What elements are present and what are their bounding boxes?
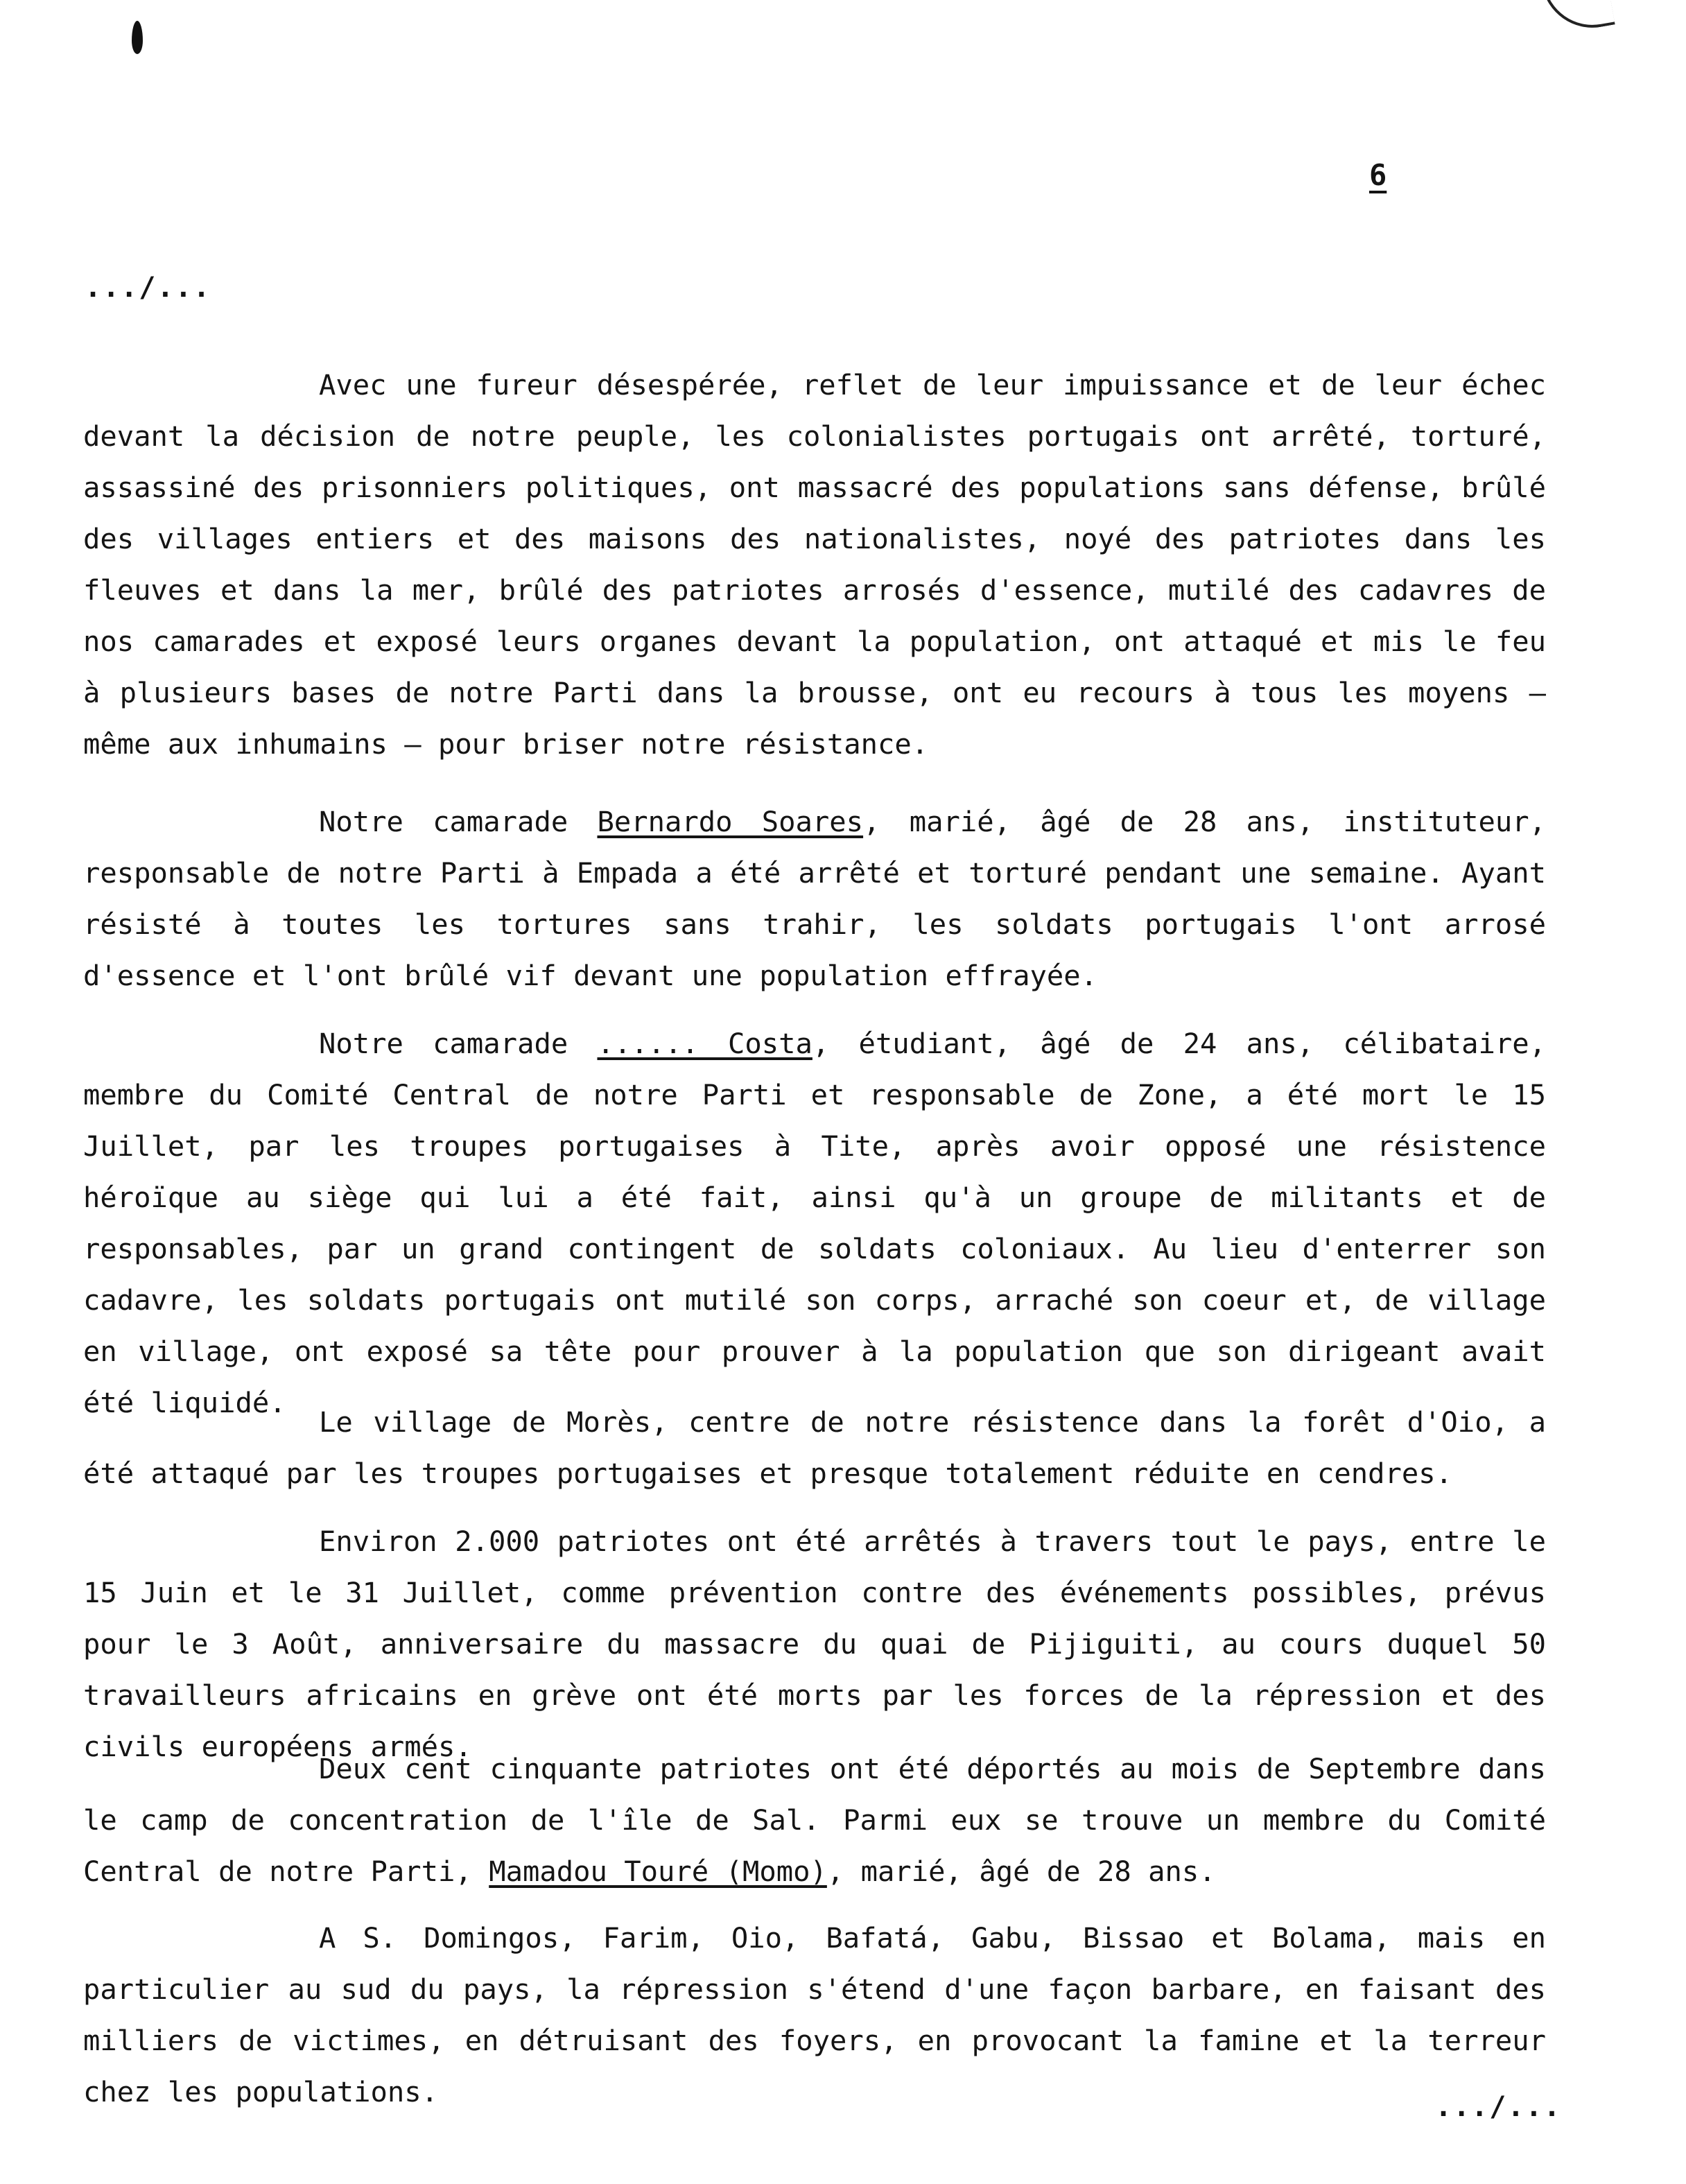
paragraph-text: , étudiant, âgé de 24 ans, célibataire, membre du Comité Central de notre Parti et responsable de Zone, a été mort le 15 Juillet, par les troupes portugaises à Tite, après avoir opposé une résistence héroïque au siège qui lui a été fait, ainsi qu'à un groupe de militants et de responsables, par un grand contingent de soldats coloniaux. Au lieu d'enterrer son cadavre, les soldats portugais ont mutilé son corps, arraché son coeur et, de village en village, ont exposé sa tête pour prouver à la population que son dirigeant avait été liquidé.: [83, 1027, 1546, 1419]
paragraph-repression-overview: Avec une fureur désespérée, reflet de leur impuissance et de leur échec devant la décision de notre peuple, les colonialistes portugais ont arrêté, torturé, assassiné des prisonniers politiques, ont massacré des populations sans défense, brûlé des villages entiers et des maisons des nationalistes, noyé des patriotes dans les fleuves et dans la mer, brûlé des patriotes arrosés d'essence, mutilé des cadavres de nos camarades et exposé leurs organes devant la population, ont attaqué et mis le feu à plusieurs bases de notre Parti dans la brousse, ont eu recours à tous les moyens – même aux inhumains – pour briser notre résistance.: [83, 368, 1546, 761]
paragraph-text: Deux cent cinquante patriotes ont été déportés au mois de Septembre dans le camp de concentration de l'île de Sal. Parmi eux se trouve un membre du Comité Central de notre Parti,: [83, 1752, 1546, 1888]
underlined-name: ...... Costa: [597, 1027, 812, 1060]
underlined-name: Bernardo Soares: [597, 805, 864, 838]
continuation-marker-top: .../...: [85, 272, 211, 304]
paragraph-deportations: [83, 1743, 1546, 1897]
paragraph-text: , marié, âgé de 28 ans.: [826, 1855, 1216, 1888]
paragraph-bernardo-soares: [83, 796, 1546, 1001]
paragraph-text: Notre camarade: [319, 1027, 598, 1060]
paragraph-text: Notre camarade: [319, 805, 598, 838]
corner-stroke: [1542, 0, 1615, 36]
page-number: 6: [1369, 158, 1387, 192]
paragraph-text: , marié, âgé de 28 ans, instituteur, responsable de notre Parti à Empada a été arrêté et torturé pendant une semaine. Ayant résisté à toutes les tortures sans trahir, les soldats portugais l'ont arrosé d'essence et l'ont brûlé vif devant une population effrayée.: [83, 805, 1547, 992]
continuation-marker-bottom: .../...: [1435, 2091, 1562, 2123]
paragraph-arrests: Environ 2.000 patriotes ont été arrêtés à travers tout le pays, entre le 15 Juin et le 31 Juillet, comme prévention contre des événements possibles, prévus pour le 3 Août, anniversaire du massacre du quai de Pijiguiti, au cours duquel 50 travailleurs africains en grève ont été morts par les forces de la répression et des civils européens armés.: [83, 1525, 1546, 1763]
underlined-name: Mamadou Touré (Momo): [489, 1855, 827, 1888]
paragraph-mores-village: Le village de Morès, centre de notre résistence dans la forêt d'Oio, a été attaqué par les troupes portugaises et presque totalement réduite en cendres.: [83, 1405, 1546, 1490]
paragraph-costa: [83, 1018, 1546, 1428]
ink-mark: [132, 21, 143, 54]
paragraph-regional-repression: A S. Domingos, Farim, Oio, Bafatá, Gabu, Bissao et Bolama, mais en particulier au sud du pays, la répression s'étend d'une façon barbare, en faisant des milliers de victimes, en détruisant des foyers, en provocant la famine et la terreur chez les populations.: [83, 1921, 1546, 2108]
